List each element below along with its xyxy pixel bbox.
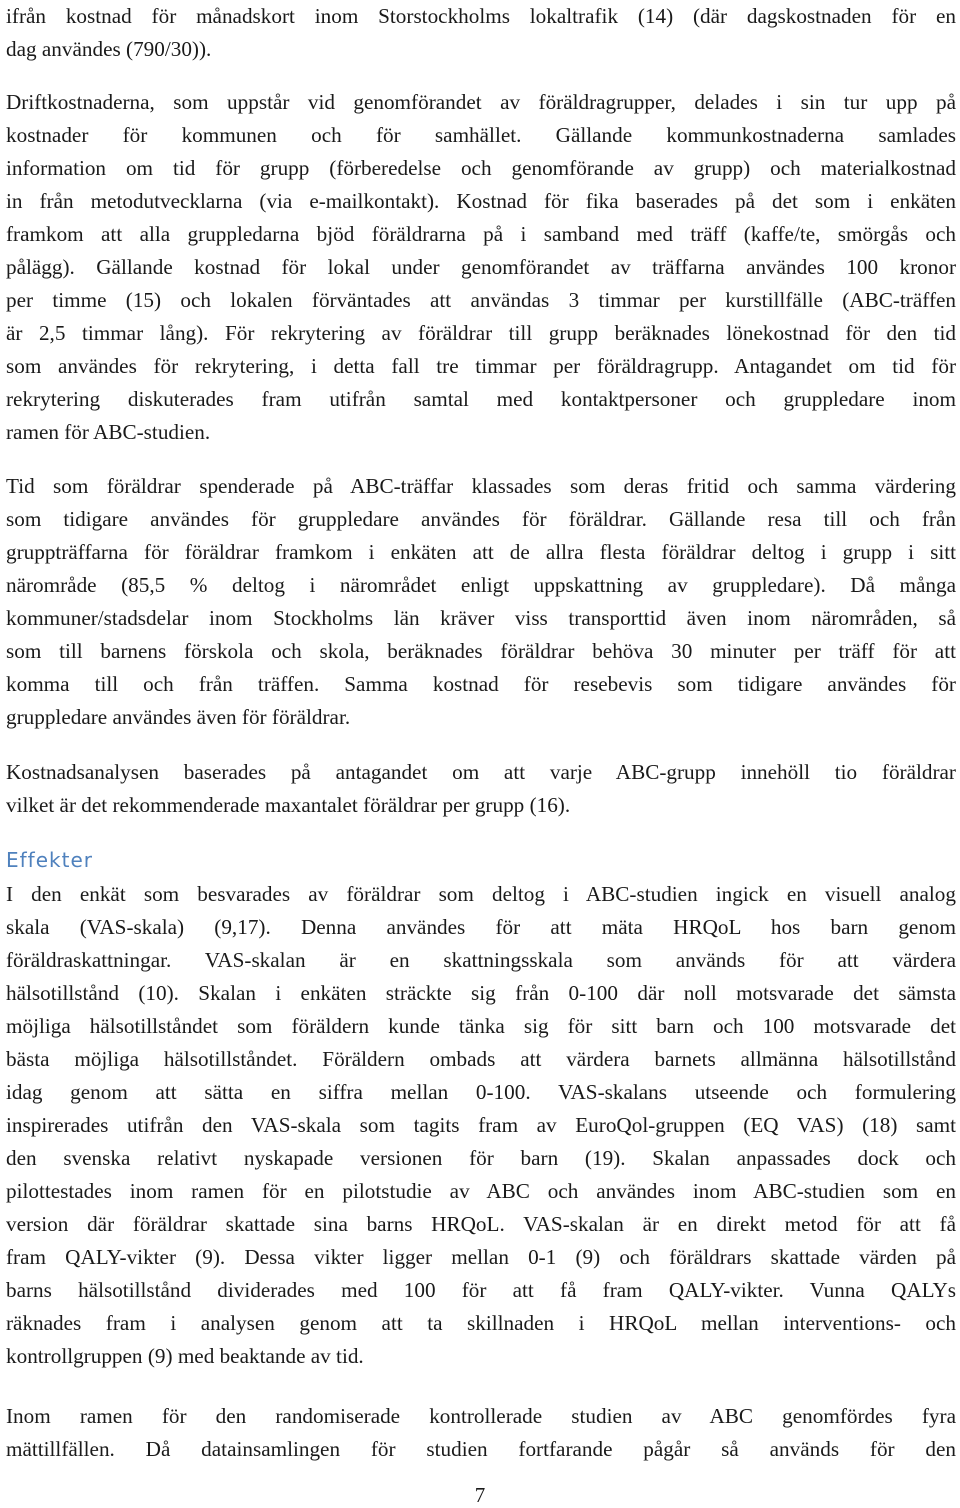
text-line: gruppträffarna för föräldrar framkom i enkäten att de allra flesta föräldrar deltog i grupp i sitt [6, 540, 956, 564]
text-line: bästa möjliga hälsotillståndet. Föräldern ombads att värdera barnets allmänna hälsotillstånd [6, 1047, 956, 1071]
text-line: som användes för rekrytering, i detta fall tre timmar per föräldragrupp. Antagandet om tid för [6, 354, 956, 378]
text-line: ifrån kostnad för månadskort inom Storstockholms lokaltrafik (14) (där dagskostnaden för en [6, 4, 956, 28]
text-line: Driftkostnaderna, som uppstår vid genomförandet av föräldragrupper, delades i sin tur upp på [6, 90, 956, 114]
text-line: Kostnadsanalysen baserades på antagandet om att varje ABC-grupp innehöll tio föräldrar [6, 760, 956, 784]
text-line: ramen för ABC-studien. [6, 420, 211, 444]
text-line: komma till och från träffen. Samma kostnad för resebevis som tidigare användes för [6, 672, 956, 696]
text-line: idag genom att sätta en siffra mellan 0-100. VAS-skalans utseende och formulering [6, 1080, 956, 1104]
text-line: information om tid för grupp (förberedelse och genomförande av grupp) och materialkostnad [6, 156, 956, 180]
text-line: per timme (15) och lokalen förväntades att användas 3 timmar per kurstillfälle (ABC-träffen [6, 288, 956, 312]
text-line: Inom ramen för den randomiserade kontrollerade studien av ABC genomfördes fyra [6, 1404, 956, 1428]
text-line: framkom att alla gruppledarna bjöd föräldrarna på i samband med träff (kaffe/te, smörgås och [6, 222, 956, 246]
text-line: gruppledare användes även för föräldrar. [6, 705, 351, 729]
text-line: föräldraskattningar. VAS-skalan är en skattningsskala som används för att värdera [6, 948, 956, 972]
text-line: är 2,5 timmar lång). För rekrytering av föräldrar till grupp beräknades lönekostnad för den tid [6, 321, 956, 345]
text-line: skala (VAS-skala) (9,17). Denna användes för att mäta HRQoL hos barn genom [6, 915, 956, 939]
text-line: version där föräldrar skattade sina barns HRQoL. VAS-skalan är en direkt metod för att få [6, 1212, 956, 1236]
text-line: I den enkät som besvarades av föräldrar som deltog i ABC-studien ingick en visuell analog [6, 882, 956, 906]
text-line: närområde (85,5 % deltog i närområdet enligt uppskattning av gruppledare). Då många [6, 573, 956, 597]
text-line: vilket är det rekommenderade maxantalet föräldrar per grupp (16). [6, 793, 571, 817]
text-line: som till barnens förskola och skola, beräknades föräldrar behöva 30 minuter per träff för att [6, 639, 956, 663]
section-heading: Effekter [6, 848, 93, 872]
text-line: mättillfällen. Då datainsamlingen för studien fortfarande pågår så används för den [6, 1437, 956, 1461]
text-line: in från metodutvecklarna (via e-mailkontakt). Kostnad för fika baserades på det som i enkäten [6, 189, 956, 213]
text-line: fram QALY-vikter (9). Dessa vikter ligger mellan 0-1 (9) och föräldrars skattade värden på [6, 1245, 956, 1269]
text-line: möjliga hälsotillståndet som föräldern kunde tänka sig för sitt barn och 100 motsvarade det [6, 1014, 956, 1038]
text-line: dag användes (790/30)). [6, 37, 212, 61]
text-line: den svenska relativt nyskapade versionen för barn (19). Skalan anpassades dock och [6, 1146, 956, 1170]
text-line: räknades fram i analysen genom att ta skillnaden i HRQoL mellan interventions- och [6, 1311, 956, 1335]
text-line: kommuner/stadsdelar inom Stockholms län kräver viss transporttid även inom närområden, så [6, 606, 956, 630]
text-line: barns hälsotillstånd dividerades med 100 för att få fram QALY-vikter. Vunna QALYs [6, 1278, 956, 1302]
text-line: pilottestades inom ramen för en pilotstudie av ABC och användes inom ABC-studien som en [6, 1179, 956, 1203]
text-line: inspirerades utifrån den VAS-skala som tagits fram av EuroQol-gruppen (EQ VAS) (18) samt [6, 1113, 956, 1137]
text-line: pålägg). Gällande kostnad för lokal under genomförandet av träffarna användes 100 kronor [6, 255, 956, 279]
text-line: rekrytering diskuterades fram utifrån samtal med kontaktpersoner och gruppledare inom [6, 387, 956, 411]
text-line: som tidigare användes för gruppledare användes för föräldrar. Gällande resa till och från [6, 507, 956, 531]
page-number: 7 [474, 1483, 486, 1507]
text-line: Tid som föräldrar spenderade på ABC-träffar klassades som deras fritid och samma värdering [6, 474, 956, 498]
text-line: hälsotillstånd (10). Skalan i enkäten sträckte sig från 0-100 där noll motsvarade det sämsta [6, 981, 956, 1005]
text-line: kontrollgruppen (9) med beaktande av tid. [6, 1344, 364, 1368]
text-line: kostnader för kommunen och för samhället. Gällande kommunkostnaderna samlades [6, 123, 956, 147]
